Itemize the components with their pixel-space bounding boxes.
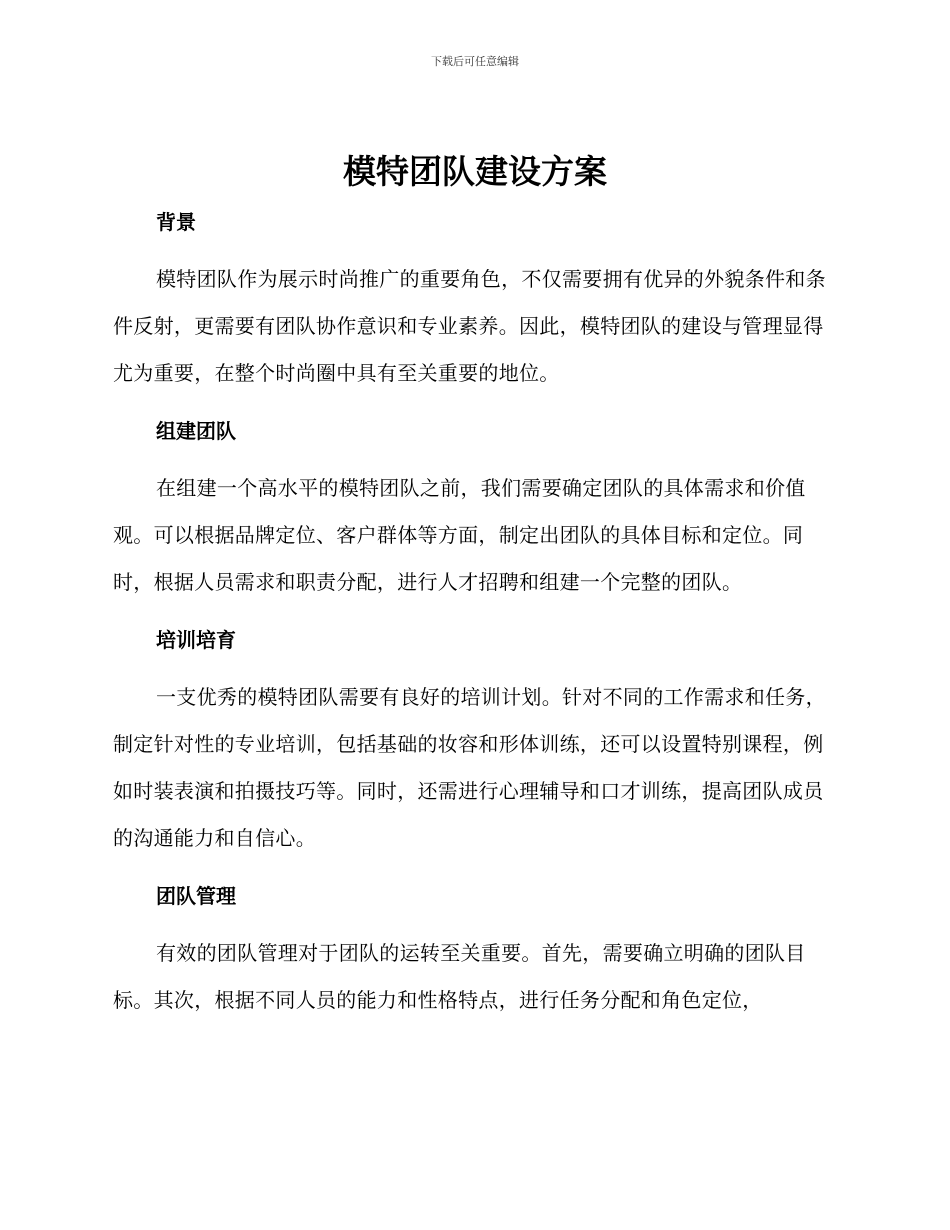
section-paragraph: 一支优秀的模特团队需要有良好的培训计划。针对不同的工作需求和任务，制定针对性的专业培训，包括基础的妆容和形体训练，还可以设置特别课程，例如时装表演和拍摄技巧等。同时，还需进行心理辅导和口才训练，提高团队成员的沟通能力和自信心。 xyxy=(113,685,826,850)
section-paragraph: 在组建一个高水平的模特团队之前，我们需要确定团队的具体需求和价值观。可以根据品牌定位、客户群体等方面，制定出团队的具体目标和定位。同时，根据人员需求和职责分配，进行人才招聘和组建一个完整的团队。 xyxy=(113,476,806,594)
document-body xyxy=(113,200,833,1036)
section-team-management xyxy=(113,874,833,1024)
section-training xyxy=(113,618,833,862)
section-paragraph: 模特团队作为展示时尚推广的重要角色，不仅需要拥有优异的外貌条件和条件反射，更需要有团队协作意识和专业素养。因此，模特团队的建设与管理显得尤为重要，在整个时尚圈中具有至关重要的地位。 xyxy=(113,267,826,385)
section-heading: 组建团队 xyxy=(156,419,236,443)
section-heading: 团队管理 xyxy=(156,884,236,908)
section-paragraph: 有效的团队管理对于团队的运转至关重要。首先，需要确立明确的团队目标。其次，根据不同人员的能力和性格特点，进行任务分配和角色定位， xyxy=(113,941,806,1012)
document-title: 模特团队建设方案 xyxy=(343,152,607,191)
section-team-building xyxy=(113,409,833,606)
section-background xyxy=(113,200,833,397)
section-heading: 背景 xyxy=(156,210,196,234)
page-header-note: 下载后可任意编辑 xyxy=(431,55,519,68)
section-heading: 培训培育 xyxy=(156,628,236,652)
